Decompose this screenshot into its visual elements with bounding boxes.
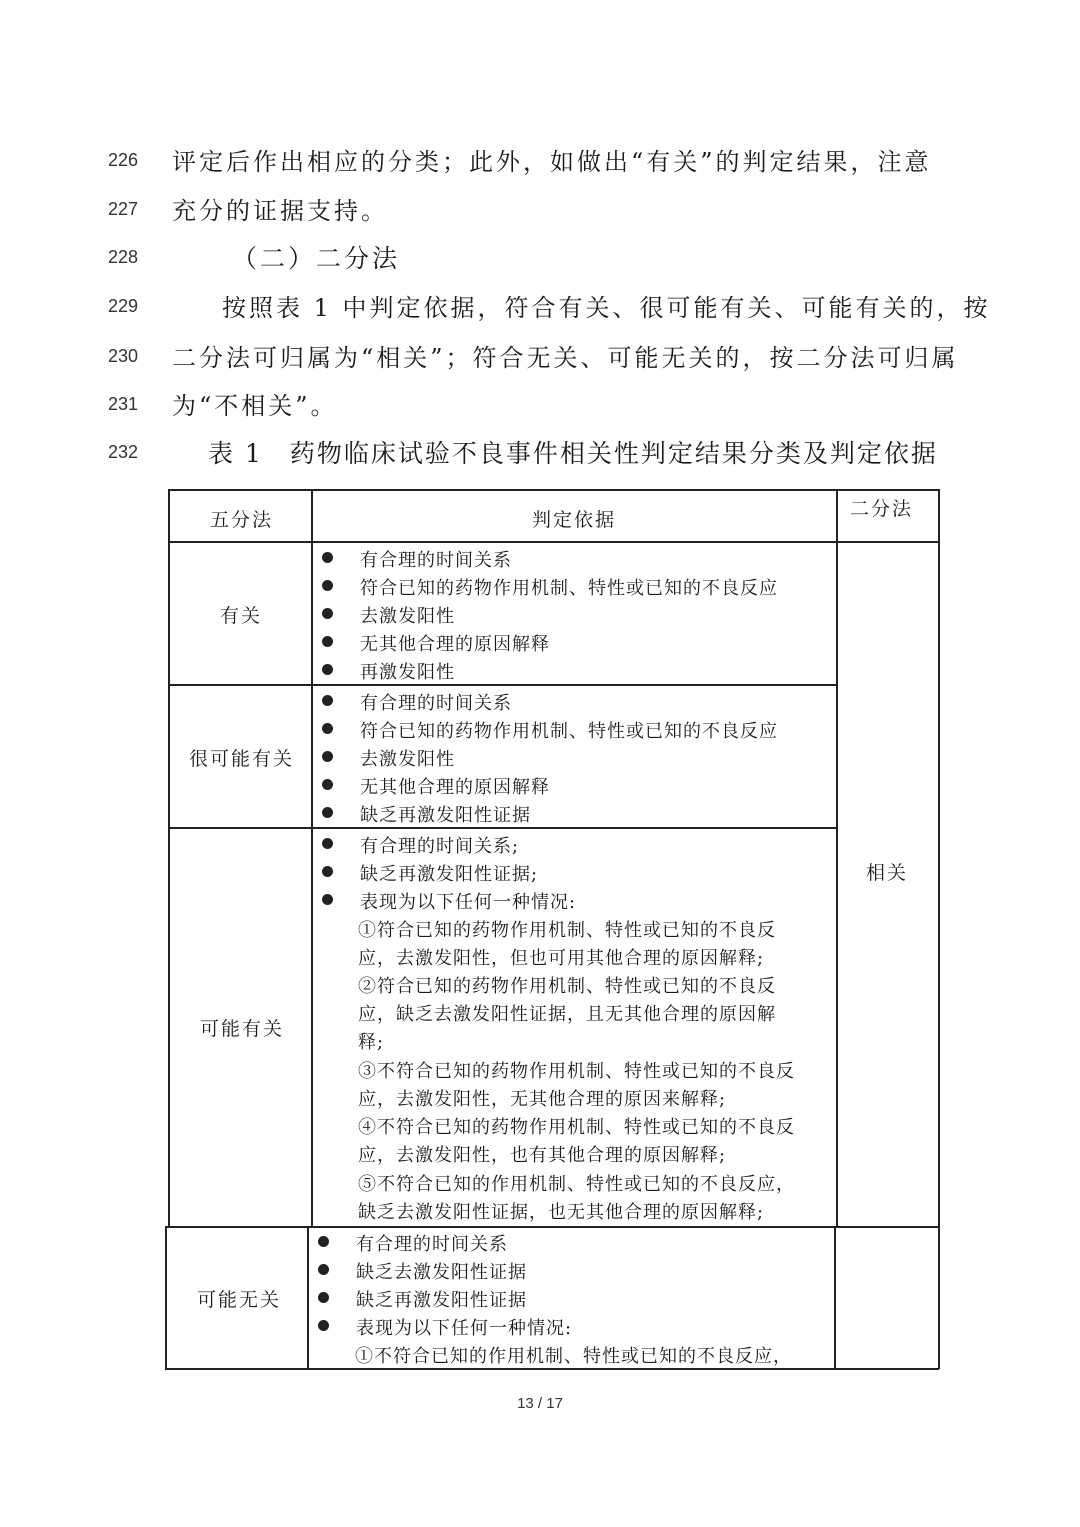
header-five-level: 五分法 xyxy=(210,509,274,531)
bullet-icon xyxy=(322,779,333,790)
bullet-icon xyxy=(322,751,333,762)
text-line-230 xyxy=(0,338,1080,378)
criteria-text: ②符合已知的药物作用机制、特性或已知的不良反 xyxy=(358,976,776,997)
table-border xyxy=(168,827,836,829)
criteria-text: ①符合已知的药物作用机制、特性或已知的不良反 xyxy=(358,920,776,941)
table-border xyxy=(165,1226,167,1369)
criteria-text: ①不符合已知的作用机制、特性或已知的不良反应， xyxy=(355,1346,792,1367)
bullet-icon xyxy=(318,1236,329,1247)
line-number: 227 xyxy=(108,199,139,219)
line-text: 按照表 1 中判定依据，符合有关、很可能有关、可能有关的，按 xyxy=(222,294,991,322)
text-line-232 xyxy=(0,434,1080,474)
line-number: 229 xyxy=(108,296,139,316)
bullet-icon xyxy=(322,636,333,647)
criteria-text: 应，去激发阳性，但也可用其他合理的原因解释; xyxy=(358,948,765,969)
criteria-text: 应，去激发阳性，也有其他合理的原因解释; xyxy=(358,1145,727,1166)
section-heading: （二）二分法 xyxy=(232,244,401,273)
criteria-text: ③不符合已知的药物作用机制、特性或已知的不良反 xyxy=(358,1061,795,1082)
row-label-probably-related: 很可能有关 xyxy=(189,748,295,770)
line-number: 232 xyxy=(108,442,139,462)
table-border xyxy=(168,684,836,686)
line-text: 二分法可归属为“相关”；符合无关、可能无关的，按二分法可归属 xyxy=(172,344,959,372)
criteria-text: 应，去激发阳性，无其他合理的原因来解释; xyxy=(358,1089,727,1110)
binary-related: 相关 xyxy=(866,862,909,884)
line-number: 231 xyxy=(108,394,139,414)
line-text: 充分的证据支持。 xyxy=(172,197,388,225)
bullet-icon xyxy=(318,1320,329,1331)
table-border xyxy=(165,1368,939,1370)
bullet-icon xyxy=(322,580,333,591)
text-line-227 xyxy=(0,191,1080,231)
line-text: 为“不相关”。 xyxy=(172,392,338,420)
line-number: 226 xyxy=(108,150,139,170)
table-border xyxy=(307,1226,309,1369)
criteria-text: ④不符合已知的药物作用机制、特性或已知的不良反 xyxy=(358,1117,795,1138)
bullet-icon xyxy=(318,1292,329,1303)
bullet-icon xyxy=(322,664,333,675)
bullet-icon xyxy=(322,723,333,734)
bullet-icon xyxy=(322,807,333,818)
bullet-icon xyxy=(322,608,333,619)
bullet-icon xyxy=(322,838,333,849)
table-border xyxy=(168,489,170,1227)
bullet-icon xyxy=(322,866,333,877)
text-line-226 xyxy=(0,142,1080,182)
bullet-icon xyxy=(322,552,333,563)
table-border xyxy=(168,541,939,543)
page-number: 13 / 17 xyxy=(517,1395,563,1412)
criteria-text: 释; xyxy=(358,1032,385,1053)
text-line-231 xyxy=(0,386,1080,426)
bullet-icon xyxy=(322,894,333,905)
bullet-icon xyxy=(318,1264,329,1275)
row-label-possibly-unrelated: 可能无关 xyxy=(197,1289,282,1311)
line-text: 评定后作出相应的分类；此外，如做出“有关”的判定结果，注意 xyxy=(172,148,932,176)
bullet-icon xyxy=(322,695,333,706)
criteria-text: 缺乏去激发阳性证据，也无其他合理的原因解释; xyxy=(358,1202,765,1223)
criteria-text: 应，缺乏去激发阳性证据，且无其他合理的原因解 xyxy=(358,1004,776,1025)
header-criteria: 判定依据 xyxy=(532,509,617,531)
table-border xyxy=(168,489,939,491)
criteria-text: ⑤不符合已知的作用机制、特性或已知的不良反应， xyxy=(358,1174,795,1195)
table-border xyxy=(311,489,313,1227)
line-number: 230 xyxy=(108,346,139,366)
row-label-possibly-related: 可能有关 xyxy=(200,1018,285,1040)
line-number: 228 xyxy=(108,247,139,267)
table-border xyxy=(938,489,940,1369)
table-border xyxy=(836,489,838,1227)
header-binary: 二分法 xyxy=(850,498,914,520)
table-border xyxy=(165,1226,939,1228)
text-line-228 xyxy=(0,239,1080,279)
table-border xyxy=(834,1226,836,1369)
row-label-related: 有关 xyxy=(220,605,263,627)
text-line-229 xyxy=(0,288,1080,328)
table-caption: 表 1 药物临床试验不良事件相关性判定结果分类及判定依据 xyxy=(208,439,938,468)
